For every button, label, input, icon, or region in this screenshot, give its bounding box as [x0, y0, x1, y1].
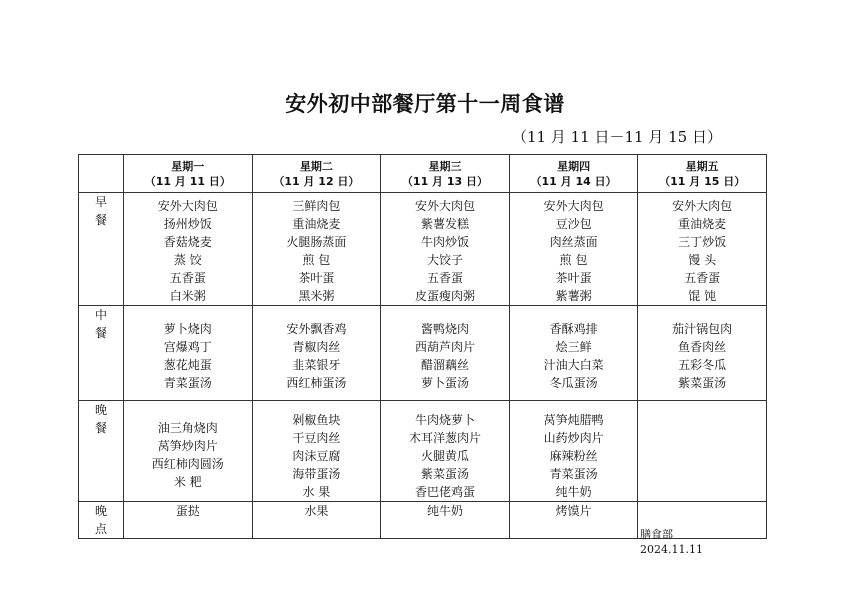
day-date: （11 月 11 日）	[144, 174, 231, 188]
day-header-fri	[638, 155, 767, 193]
day-date: （11 月 14 日）	[530, 174, 617, 188]
menu-item: 五香蛋	[426, 271, 463, 285]
menu-item: 鱼香肉丝	[678, 340, 727, 354]
dinner-label: 晚 餐	[79, 401, 124, 502]
dinner-wed	[381, 401, 510, 502]
menu-item: 烩三鲜	[555, 340, 592, 354]
menu-item: 茶叶蛋	[298, 271, 335, 285]
breakfast-thu	[509, 193, 638, 306]
menu-item: 馒 头	[688, 253, 717, 267]
menu-item: 醋溜藕丝	[420, 358, 469, 372]
menu-item: 米 粑	[173, 475, 202, 489]
menu-item: 火腿黄瓜	[420, 449, 469, 463]
menu-item: 莴笋炒肉片	[157, 439, 218, 453]
lunch-row	[79, 306, 767, 401]
menu-item: 萝卜烧肉	[163, 322, 212, 336]
menu-item: 牛肉炒饭	[420, 235, 469, 249]
day-date: （11 月 15 日）	[659, 174, 746, 188]
menu-item: 安外大肉包	[157, 199, 218, 213]
menu-item: 香菇烧麦	[163, 235, 212, 249]
menu-item: 麻辣粉丝	[549, 449, 598, 463]
day-name: 星期一	[171, 159, 205, 173]
day-header-tue	[252, 155, 381, 193]
menu-item: 重油烧麦	[678, 217, 727, 231]
menu-item: 茶叶蛋	[555, 271, 592, 285]
snack-wed: 纯牛奶	[381, 502, 510, 539]
menu-item: 煎 包	[302, 253, 331, 267]
menu-item: 安外大肉包	[414, 199, 475, 213]
menu-item: 牛肉烧萝卜	[414, 413, 475, 427]
dinner-thu	[509, 401, 638, 502]
footer-department: 膳食部	[640, 528, 673, 541]
header-row	[79, 155, 767, 193]
day-date: （11 月 13 日）	[401, 174, 489, 188]
menu-item: 纯牛奶	[555, 485, 592, 499]
day-name: 星期五	[685, 159, 719, 173]
lunch-tue	[252, 306, 381, 401]
menu-item: 萝卜蛋汤	[420, 376, 469, 390]
breakfast-wed	[381, 193, 510, 306]
menu-item: 黑米粥	[298, 289, 335, 303]
menu-item: 酱鸭烧肉	[420, 322, 469, 336]
lunch-thu	[509, 306, 638, 401]
dinner-row	[79, 401, 767, 502]
breakfast-fri	[638, 193, 767, 306]
menu-item: 剁椒鱼块	[292, 413, 341, 427]
dinner-fri	[638, 401, 767, 502]
menu-item: 葱花炖蛋	[163, 358, 212, 372]
menu-item: 肉丝蒸面	[549, 235, 598, 249]
menu-item: 木耳洋葱肉片	[408, 431, 481, 445]
snack-label: 晚 点	[79, 502, 124, 539]
breakfast-label: 早 餐	[79, 193, 124, 306]
menu-item: 宫爆鸡丁	[163, 340, 212, 354]
menu-item: 紫薯粥	[555, 289, 592, 303]
menu-item: 安外大肉包	[672, 199, 733, 213]
menu-item: 重油烧麦	[292, 217, 341, 231]
menu-item: 青菜蛋汤	[549, 467, 598, 481]
day-name: 星期四	[557, 159, 591, 173]
menu-item: 豆沙包	[555, 217, 592, 231]
menu-item: 煎 包	[559, 253, 588, 267]
menu-item: 白米粥	[169, 289, 206, 303]
menu-item: 油三角烧肉	[157, 421, 218, 435]
menu-item: 三丁炒饭	[678, 235, 727, 249]
menu-item: 肉沫豆腐	[292, 449, 341, 463]
menu-item: 五彩冬瓜	[678, 358, 727, 372]
lunch-mon	[124, 306, 253, 401]
day-header-mon	[124, 155, 253, 193]
menu-item: 安外大肉包	[543, 199, 604, 213]
menu-item: 大饺子	[426, 253, 463, 267]
menu-item: 蒸 饺	[173, 253, 202, 267]
menu-item: 西红柿蛋汤	[286, 376, 347, 390]
menu-item: 西葫芦肉片	[414, 340, 475, 354]
menu-item: 紫菜蛋汤	[678, 376, 727, 390]
menu-item: 紫菜蛋汤	[420, 467, 469, 481]
breakfast-row	[79, 193, 767, 306]
date-range: （11 月 11 日－11 月 15 日）	[512, 128, 722, 146]
menu-item: 茄汁锅包肉	[672, 322, 733, 336]
lunch-wed	[381, 306, 510, 401]
day-date: （11 月 12 日）	[273, 174, 360, 188]
day-name: 星期二	[299, 159, 333, 173]
menu-item: 莴笋炖腊鸭	[543, 413, 604, 427]
menu-item: 火腿肠蒸面	[286, 235, 347, 249]
menu-item: 皮蛋瘦肉粥	[414, 289, 475, 303]
snack-thu: 烤馍片	[509, 502, 638, 539]
snack-tue: 水果	[252, 502, 381, 539]
menu-item: 青菜蛋汤	[163, 376, 212, 390]
menu-item: 海带蛋汤	[292, 467, 341, 481]
menu-item: 三鲜肉包	[292, 199, 341, 213]
breakfast-mon	[124, 193, 253, 306]
menu-item: 香酥鸡排	[549, 322, 598, 336]
menu-item: 干豆肉丝	[292, 431, 341, 445]
lunch-fri	[638, 306, 767, 401]
corner-cell	[79, 155, 124, 193]
footer-date: 2024.11.11	[640, 543, 703, 556]
menu-item: 水 果	[302, 485, 331, 499]
breakfast-tue	[252, 193, 381, 306]
menu-item: 馄 饨	[688, 289, 717, 303]
menu-item: 香巴佬鸡蛋	[414, 485, 475, 499]
menu-item: 韭菜银牙	[292, 358, 341, 372]
menu-table	[78, 154, 767, 539]
menu-item: 冬瓜蛋汤	[549, 376, 598, 390]
menu-item: 五香蛋	[684, 271, 721, 285]
dinner-mon	[124, 401, 253, 502]
menu-item: 山药炒肉片	[543, 431, 604, 445]
menu-item: 青椒肉丝	[292, 340, 341, 354]
day-header-thu	[509, 155, 638, 193]
menu-item: 汁油大白菜	[543, 358, 604, 372]
menu-item: 紫薯发糕	[420, 217, 469, 231]
day-header-wed	[381, 155, 510, 193]
dinner-tue	[252, 401, 381, 502]
menu-item: 安外飘香鸡	[286, 322, 347, 336]
day-name: 星期三	[428, 159, 462, 173]
lunch-label: 中 餐	[79, 306, 124, 401]
menu-item: 西红柿肉圆汤	[151, 457, 224, 471]
menu-item: 扬州炒饭	[163, 217, 212, 231]
page-title: 安外初中部餐厅第十一周食谱	[285, 92, 565, 116]
menu-item: 五香蛋	[169, 271, 206, 285]
snack-mon: 蛋挞	[124, 502, 253, 539]
